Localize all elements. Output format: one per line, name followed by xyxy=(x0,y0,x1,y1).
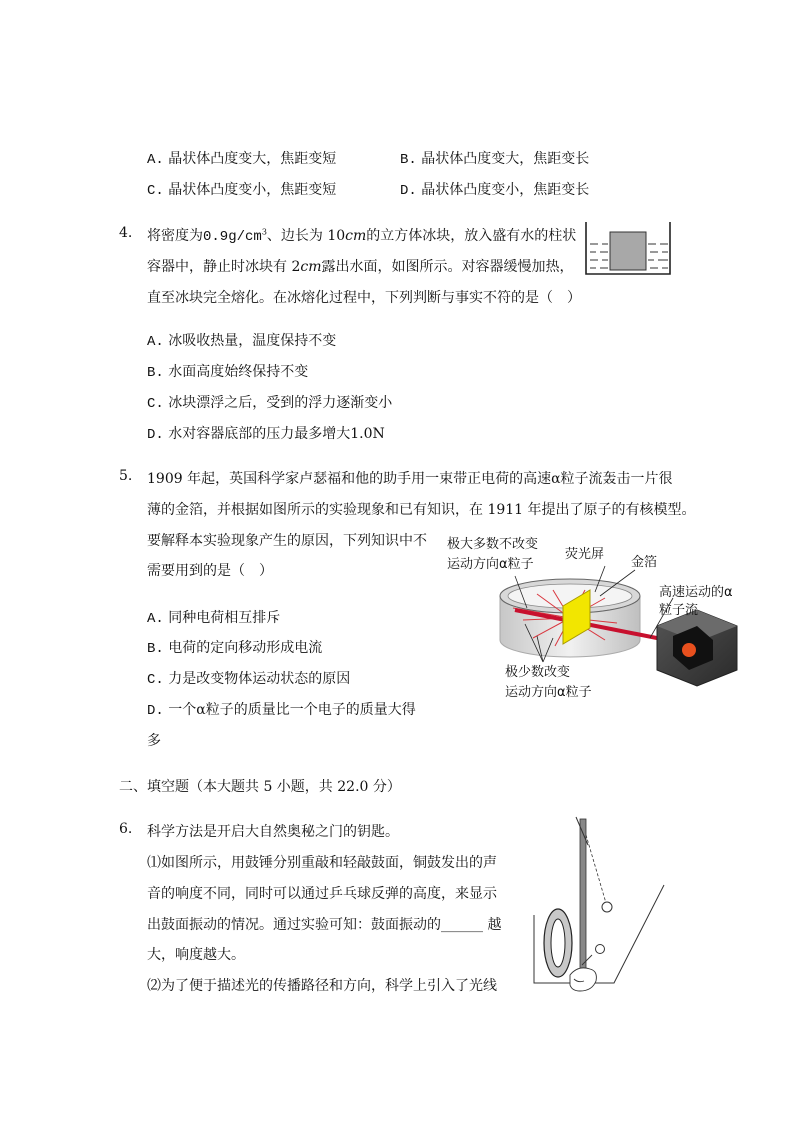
q6-intro: 科学方法是开启大自然奥秘之门的钥匙。 xyxy=(147,824,399,840)
option-letter: A. xyxy=(147,152,164,168)
superscript: 3 xyxy=(261,227,267,237)
q6-part1-line-3: 出鼓面振动的情况。通过实验可知：鼓面振动的______ 越 xyxy=(147,917,502,933)
stand-pole xyxy=(580,819,586,969)
option-letter: C. xyxy=(147,672,164,688)
option-text: 冰块漂浮之后，受到的浮力逐渐变小 xyxy=(168,395,393,411)
q4-option-b xyxy=(147,361,308,381)
option-text: 同种电荷相互排斥 xyxy=(168,610,281,626)
label-most-1: 极大多数不改变 xyxy=(447,537,539,552)
option-text: 晶状体凸度变大，焦距变短 xyxy=(168,151,337,167)
ping-pong-ball xyxy=(602,902,612,912)
unit: cm xyxy=(300,259,322,275)
label-few-2: 运动方向α粒子 xyxy=(505,685,592,700)
pendulum-string xyxy=(586,835,606,903)
option-letter: B. xyxy=(147,641,164,657)
text: 、边长为 10 xyxy=(266,228,346,244)
q4-option-d xyxy=(147,423,385,443)
option-letter: D. xyxy=(147,427,164,443)
option-letter: D. xyxy=(400,183,417,199)
option-letter: A. xyxy=(147,611,164,627)
q4-line-1 xyxy=(147,225,576,245)
q4-option-a xyxy=(147,330,336,350)
q5-line-3: 要解释本实验现象产生的原因，下列知识中不 xyxy=(147,533,427,549)
q5-line-1: 1909 年起，英国科学家卢瑟福和他的助手用一束带正电荷的高速α粒子流轰击一片很 xyxy=(147,471,673,487)
q5-line-4: 需要用到的是（ ） xyxy=(147,563,273,579)
label-few-1: 极少数改变 xyxy=(505,665,571,680)
q6-number: 6. xyxy=(119,821,133,837)
q3-option-c xyxy=(147,179,336,199)
q4-line-2 xyxy=(147,256,573,276)
q5-option-a xyxy=(147,607,280,627)
option-letter: D. xyxy=(147,703,164,719)
q4-option-c xyxy=(147,392,392,412)
label-stream-2: 粒子流 xyxy=(659,603,699,618)
option-text: 水面高度始终保持不变 xyxy=(168,364,309,380)
q6-drum-figure xyxy=(530,815,670,1010)
q5-option-d xyxy=(147,699,416,719)
option-text: 电荷的定向移动形成电流 xyxy=(168,640,323,656)
q5-rutherford-figure xyxy=(445,528,755,708)
option-text: 水对容器底部的压力最多增大1.0N xyxy=(168,426,385,442)
q3-option-a xyxy=(147,148,336,168)
q6-part1-line-2: 音的响度不同，同时可以通过乒乓球反弹的高度，来显示 xyxy=(147,886,497,902)
q3-option-b xyxy=(400,148,589,168)
q6-part2-line-1: ⑵为了便于描述光的传播路径和方向，科学上引入了光线 xyxy=(147,978,497,994)
option-text: 晶状体凸度变小，焦距变短 xyxy=(168,182,337,198)
option-letter: C. xyxy=(147,396,164,412)
drum-ball xyxy=(596,945,605,954)
q5-option-b xyxy=(147,637,322,657)
q5-option-d-continued: 多 xyxy=(147,733,161,749)
text: 的立方体冰块，放入盛有水的柱状 xyxy=(366,228,577,244)
ice-block xyxy=(610,232,646,270)
option-text: 一个α粒子的质量比一个电子的质量大得 xyxy=(168,702,416,718)
drum xyxy=(544,909,572,977)
q6-part1-line-4: 大，响度越大。 xyxy=(147,947,245,963)
q4-container-figure xyxy=(584,220,674,276)
q5-number: 5. xyxy=(119,468,133,484)
q5-line-2: 薄的金箔，并根据如图所示的实验现象和已有知识，在 1911 年提出了原子的有核模型。 xyxy=(147,502,696,518)
option-text: 晶状体凸度变小，焦距变长 xyxy=(421,182,590,198)
option-text: 力是改变物体运动状态的原因 xyxy=(168,671,351,687)
unit: cm xyxy=(345,228,367,244)
q4-line-3: 直至冰块完全熔化。在冰熔化过程中，下列判断与事实不符的是（ ） xyxy=(147,290,581,306)
option-text: 晶状体凸度变大，焦距变长 xyxy=(421,151,590,167)
q4-number: 4. xyxy=(119,225,133,241)
label-screen: 荧光屏 xyxy=(565,547,605,562)
text: 容器中，静止时冰块有 2 xyxy=(147,259,301,275)
q6-part1-line-1: ⑴如图所示，用鼓锤分别重敲和轻敲鼓面，铜鼓发出的声 xyxy=(147,855,497,871)
density-value: 0.9g/cm xyxy=(203,229,262,245)
section-2-title: 二、填空题（本大题共 5 小题，共 22.0 分） xyxy=(119,779,401,795)
label-stream-1: 高速运动的α xyxy=(659,585,733,600)
option-letter: B. xyxy=(400,152,417,168)
option-letter: C. xyxy=(147,183,164,199)
text: 将密度为 xyxy=(147,228,203,244)
alpha-source-box xyxy=(657,610,737,686)
q3-option-d xyxy=(400,179,589,199)
option-letter: B. xyxy=(147,365,164,381)
label-foil: 金箔 xyxy=(631,555,658,570)
text: 露出水面，如图所示。对容器缓慢加热， xyxy=(321,259,574,275)
option-text: 冰吸收热量，温度保持不变 xyxy=(168,333,337,349)
q5-option-c xyxy=(147,668,350,688)
option-letter: A. xyxy=(147,334,164,350)
label-most-2: 运动方向α粒子 xyxy=(447,557,534,572)
